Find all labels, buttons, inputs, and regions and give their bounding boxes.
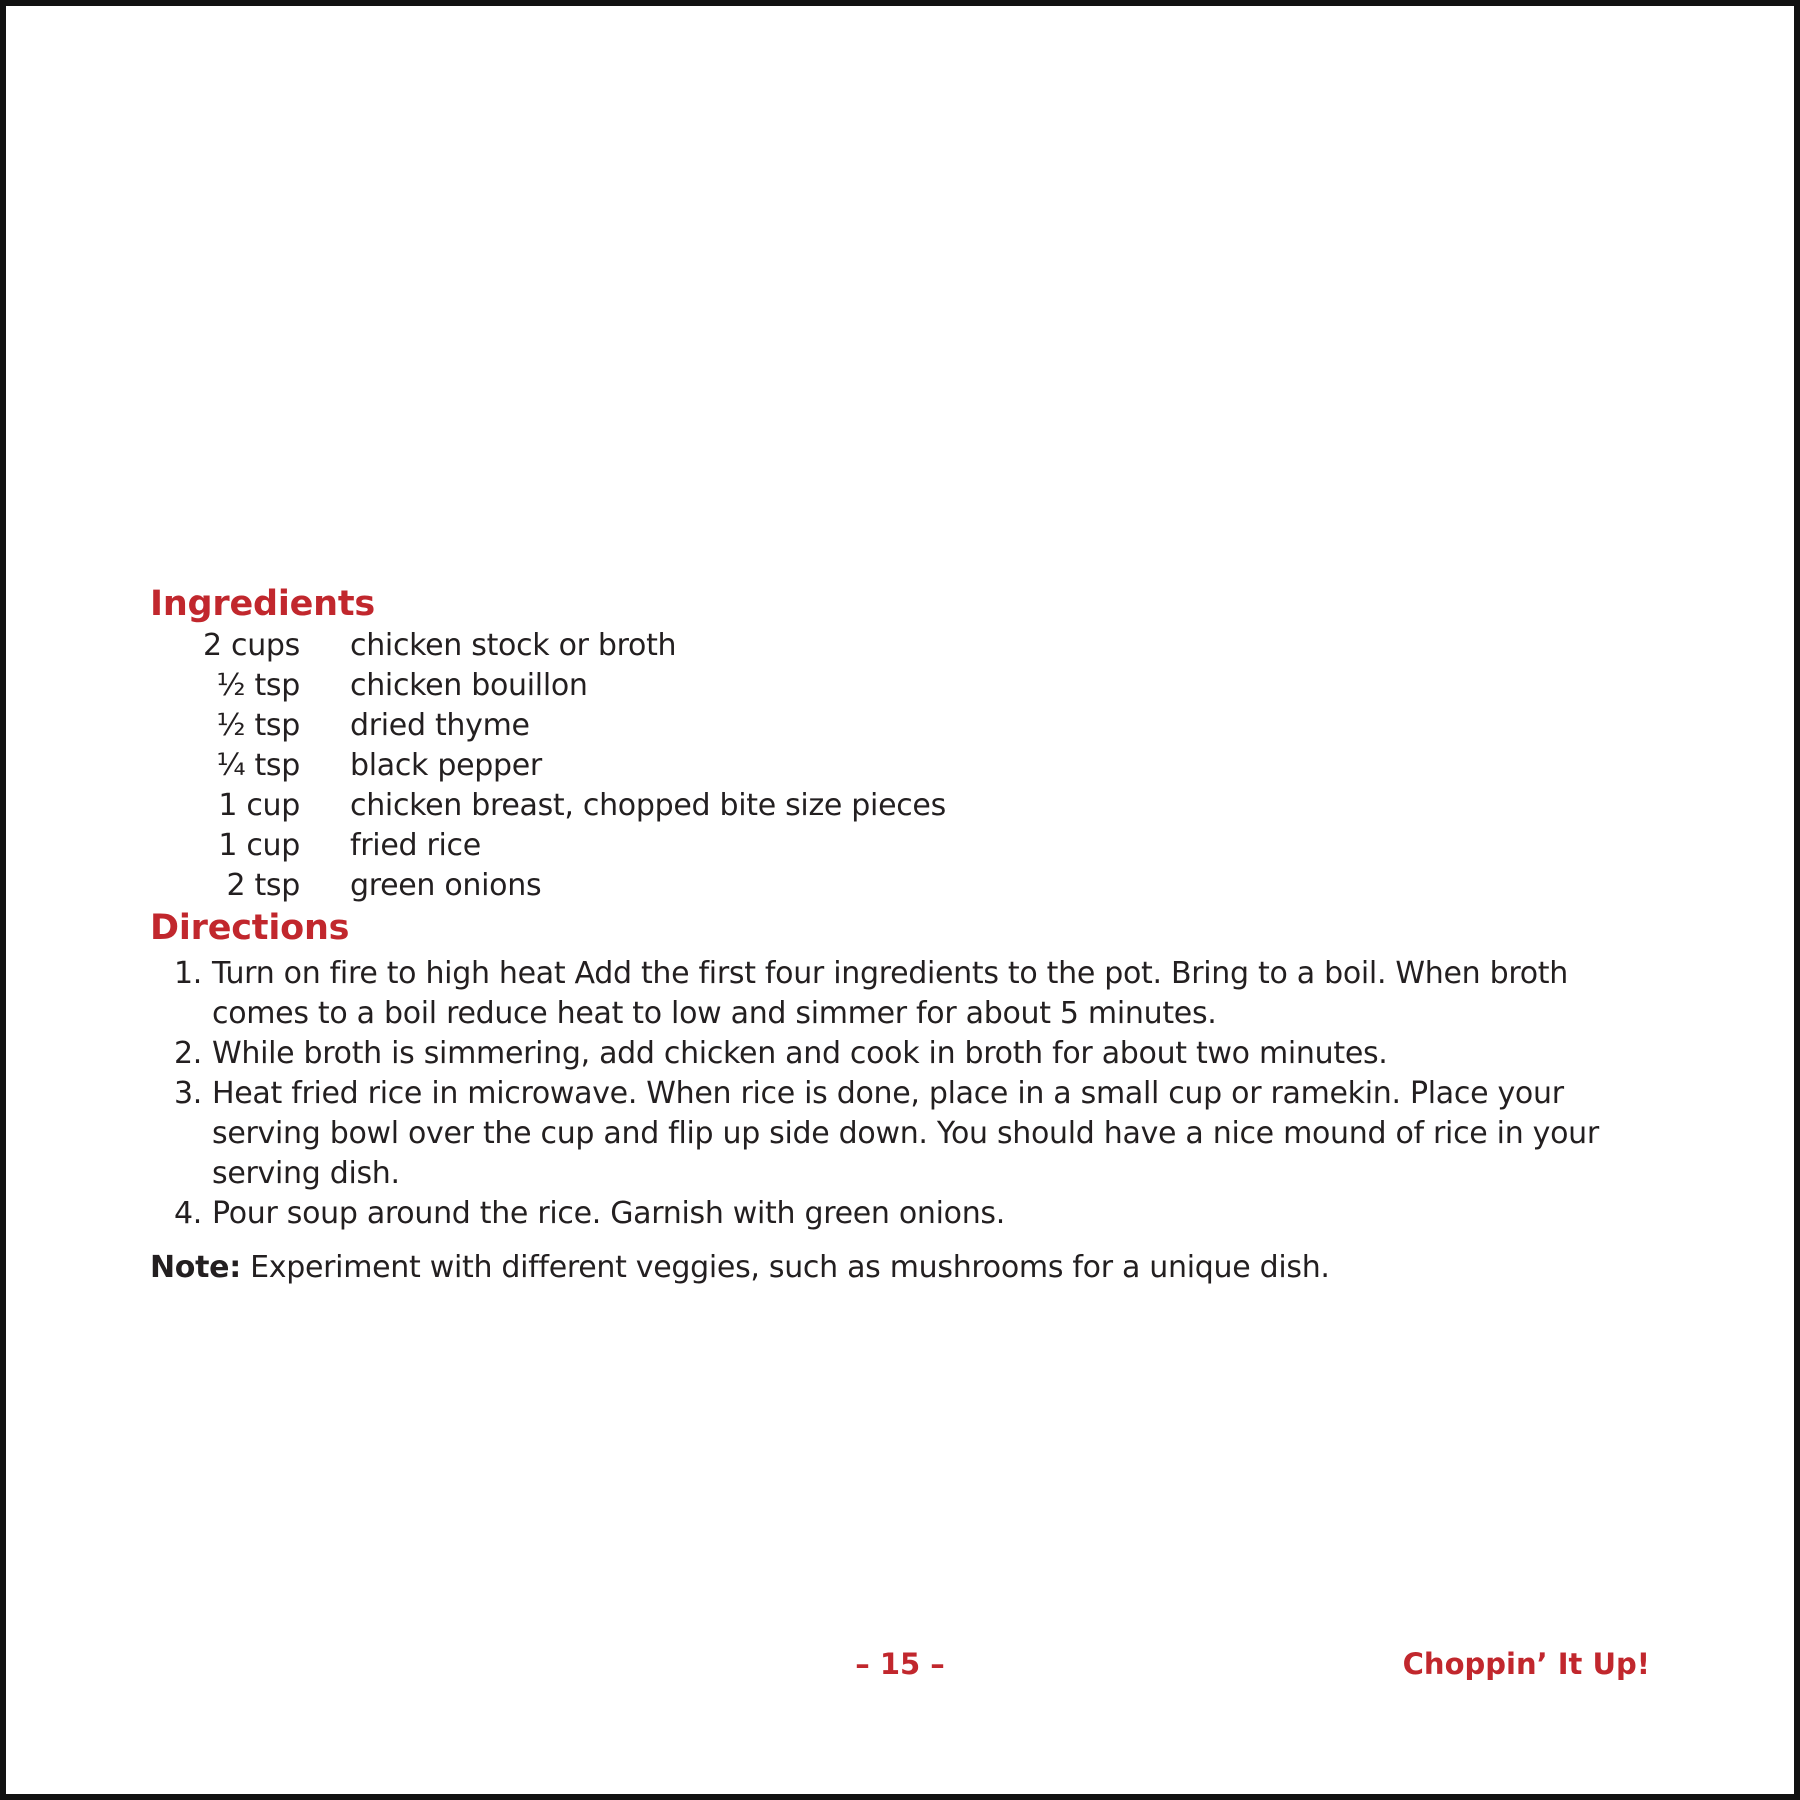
ingredient-row <box>150 866 1660 906</box>
ingredient-quantity: 1 cup <box>218 828 300 863</box>
step-number: 4. <box>173 1196 202 1231</box>
ingredient-row <box>150 666 1660 706</box>
ingredient-row <box>150 826 1660 866</box>
book-title: Choppin’ It Up! <box>1402 1647 1650 1681</box>
step-text: Pour soup around the rice. Garnish with green onions. <box>212 1196 1005 1231</box>
ingredient-name: black pepper <box>350 748 542 783</box>
ingredient-quantity: ½ tsp <box>216 708 300 743</box>
ingredient-row <box>150 746 1660 786</box>
directions-list <box>150 954 1660 1234</box>
note-text: Experiment with different veggies, such as mushrooms for a unique dish. <box>240 1250 1330 1285</box>
ingredient-name: chicken bouillon <box>350 668 588 703</box>
ingredient-quantity: 1 cup <box>218 788 300 823</box>
ingredient-name: chicken stock or broth <box>350 628 677 663</box>
recipe-content <box>150 582 1660 1318</box>
ingredients-heading: Ingredients <box>150 584 376 624</box>
ingredient-quantity: ¼ tsp <box>216 748 300 783</box>
step-number: 1. <box>173 956 202 991</box>
ingredient-name: chicken breast, chopped bite size pieces <box>350 788 946 823</box>
direction-step <box>150 954 1660 1034</box>
ingredient-row <box>150 786 1660 826</box>
step-number: 2. <box>173 1036 202 1071</box>
recipe-note <box>150 1248 1660 1288</box>
ingredient-row <box>150 706 1660 746</box>
ingredients-list <box>150 626 1660 906</box>
directions-heading: Directions <box>150 908 350 948</box>
ingredient-quantity: 2 cups <box>202 628 300 663</box>
ingredient-name: fried rice <box>350 828 481 863</box>
ingredient-row <box>150 626 1660 666</box>
ingredient-quantity: 2 tsp <box>226 868 300 903</box>
ingredient-name: green onions <box>350 868 542 903</box>
direction-step <box>150 1194 1660 1234</box>
step-text: Turn on fire to high heat Add the first four ingredients to the pot. Bring to a boil. When broth comes to a boil reduce heat to low and simmer for about 5 minutes. <box>212 956 1568 1031</box>
step-number: 3. <box>173 1076 202 1111</box>
step-text: While broth is simmering, add chicken and cook in broth for about two minutes. <box>212 1036 1388 1071</box>
ingredient-name: dried thyme <box>350 708 530 743</box>
step-text: Heat fried rice in microwave. When rice is done, place in a small cup or ramekin. Place your serving bowl over the cup and flip up side down. You should have a nice mound of rice in your serving dish. <box>212 1076 1599 1191</box>
note-label: Note: <box>150 1250 241 1285</box>
page-number: – 15 – <box>855 1647 945 1681</box>
direction-step <box>150 1074 1660 1194</box>
direction-step <box>150 1034 1660 1074</box>
ingredient-quantity: ½ tsp <box>216 668 300 703</box>
